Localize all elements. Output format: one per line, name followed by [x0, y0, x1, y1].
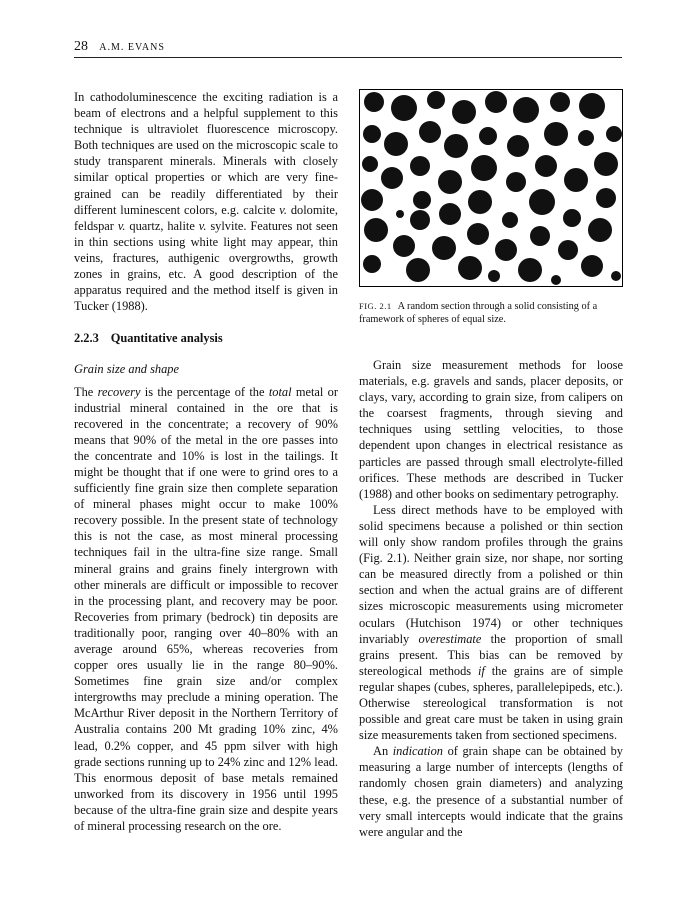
paragraph-measurement-methods: [359, 357, 623, 502]
sphere-profile: [578, 130, 594, 146]
section-title: Quantitative analysis: [110, 331, 223, 346]
sphere-profile: [544, 122, 568, 146]
sphere-profile: [513, 97, 539, 123]
sphere-profile: [384, 132, 408, 156]
sphere-profile: [596, 188, 616, 208]
sphere-profile: [579, 93, 605, 119]
sphere-profile: [471, 155, 497, 181]
figure-caption: [359, 300, 629, 326]
sphere-profile: [581, 255, 603, 277]
sphere-profile: [363, 125, 381, 143]
sphere-profile: [529, 189, 555, 215]
sphere-profile: [458, 256, 482, 280]
sphere-profile: [364, 92, 384, 112]
figure-spheres-section: [359, 89, 623, 287]
sphere-profile: [518, 258, 542, 282]
sphere-profile: [502, 212, 518, 228]
sphere-profile: [427, 91, 445, 109]
text-run: is the percentage of the: [140, 384, 269, 399]
sphere-profile: [488, 270, 500, 282]
right-column: [359, 357, 623, 840]
versus-italic: v.: [117, 218, 126, 233]
page-number: 28: [74, 39, 88, 54]
sphere-profile: [594, 152, 618, 176]
sphere-profile: [432, 236, 456, 260]
paragraph-less-direct-methods: [359, 502, 623, 743]
text-run: Grain size measurement methods for loose materials, e.g. gravels and sands, placer deposits, or clays, vary, according to grain size, from calipers on the coarsest fragments, through sieving and techniques using settling velocities, to those dependent upon changes in electrical resistance as particles are passed through small electrolyte-filled orifices. These methods are described in Tucker (1988) and other books on sedimentary petrography.: [359, 358, 623, 501]
sphere-profile: [391, 95, 417, 121]
sphere-profile: [468, 190, 492, 214]
text-run: sylvite. Features not seen in thin sections using white light may appear, thin veins, fractures, authigenic overgrowths, growth zones in grains, etc. A good description of the apparatus required and the method itself is given in Tucker (1988).: [74, 218, 338, 314]
text-run: quartz, halite: [125, 218, 199, 233]
sphere-profile: [452, 100, 476, 124]
text-run: The: [74, 384, 98, 399]
sphere-profile: [530, 226, 550, 246]
sphere-profile: [588, 218, 612, 242]
text-run: In cathodoluminescence the exciting radiation is a beam of electrons and a helpful supplement to this technique is ultraviolet fluorescence microscopy. Both techniques are used on the microscopic scale to study transparent minerals. Minerals with closely similar optical properties or which are very fine-grained can be readily differentiated by their different luminescent colors, e.g. calcite: [74, 90, 338, 217]
page-header: [74, 38, 634, 56]
text-run: the proportion of small grains present. This bias can be removed by stereological methods: [359, 631, 623, 678]
sphere-profile: [410, 210, 430, 230]
sphere-profile: [396, 210, 404, 218]
figure-label: FIG. 2.1: [359, 301, 392, 311]
subsection-heading: Grain size and shape: [74, 362, 179, 377]
text-run: Less direct methods have to be employed with solid specimens because a polished or thin section will only show random profiles through the grains (Fig. 2.1). Neither grain size, nor shape, nor sorting can be measured directly from a polished or thin section and when the actual grains are of different sizes microscopic measurements using micrometer oculars (Hutchison 1974) or other techniques invariably: [359, 502, 623, 646]
paragraph-grain-shape: [359, 743, 623, 840]
section-number: 2.2.3: [74, 331, 99, 346]
sphere-profile: [479, 127, 497, 145]
sphere-profile: [363, 255, 381, 273]
sphere-profile: [467, 223, 489, 245]
text-run: An: [373, 744, 393, 759]
header-rule: [74, 57, 622, 58]
versus-italic: v.: [198, 218, 207, 233]
italic-term: overestimate: [418, 631, 482, 646]
italic-term: recovery: [97, 384, 141, 399]
paragraph-cathodoluminescence: [74, 89, 338, 314]
italic-term: indication: [392, 744, 443, 759]
section-heading: [74, 330, 338, 346]
sphere-profile: [362, 156, 378, 172]
paragraph-recovery: [74, 384, 338, 835]
sphere-profile: [611, 271, 621, 281]
sphere-profile: [506, 172, 526, 192]
sphere-profile: [558, 240, 578, 260]
sphere-profile: [535, 155, 557, 177]
sphere-profile: [564, 168, 588, 192]
italic-term: if: [477, 663, 485, 678]
text-run: metal or industrial mineral contained in the ore that is recovered in the concentrate; a recovery of 90% means that 90% of the metal in the ore passes into the concentrate and 10% is lost in the tailings. It might be thought that if one were to grind ores to a sufficiently fine grain size then complete separation of mineral phases might occur to make 100% recovery possible. In the present state of technology this is not the case, as most mineral processing techniques fail in the ultra-fine size range. Small mineral grains and grains finely intergrown with other minerals are difficult or impossible to recover in the processing plant, and recovery may be poor. Recoveries from primary (bedrock) tin deposits are traditionally poor, ranging over 40–80% with an average around 65%, whereas recoveries from copper ores usually lie in the range 80–90%. Sometimes fine grain size and/or complex intergrowths may preclude a mining operation. The McArthur River deposit in the Northern Territory of Australia contains 200 Mt grading 10% zinc, 4% lead, 0.2% copper, and 45 ppm silver with high grade sections running up to 24% zinc and 12% lead. This enormous deposit of base metals remained unworked from its discovery in 1956 until 1995 because of the ultra-fine grain size and despite years of mineral processing research on the ore.: [74, 384, 338, 834]
sphere-profile: [419, 121, 441, 143]
sphere-profile: [507, 135, 529, 157]
text-run: dolomite, feldspar: [74, 202, 338, 233]
text-run: of grain shape can be obtained by measuring a large number of intercepts (lengths of randomly chosen grain diameters) and analyzing these, e.g. the presence of a substantial number of very small intercepts would indicate that the grains were angular and the: [359, 744, 623, 839]
sphere-profile: [410, 156, 430, 176]
sphere-profile: [438, 170, 462, 194]
italic-term: total: [268, 384, 292, 399]
sphere-profile: [381, 167, 403, 189]
running-head-author: A.M. EVANS: [99, 42, 165, 53]
sphere-profile: [495, 239, 517, 261]
sphere-profile: [364, 218, 388, 242]
sphere-profile: [606, 126, 622, 142]
sphere-profile: [551, 275, 561, 285]
left-column: [74, 89, 338, 834]
spheres-illustration: [360, 90, 622, 286]
sphere-profile: [439, 203, 461, 225]
sphere-profile: [444, 134, 468, 158]
sphere-profile: [361, 189, 383, 211]
versus-italic: v.: [279, 202, 287, 217]
text-run: the grains are of simple regular shapes (cubes, spheres, parallelepipeds, etc.). Otherwise stereological transformation is not possible and great care must be taken in using grain size measurements taken from sectioned specimens.: [359, 663, 623, 743]
sphere-profile: [550, 92, 570, 112]
sphere-profile: [485, 91, 507, 113]
sphere-profile: [406, 258, 430, 282]
sphere-profile: [413, 191, 431, 209]
sphere-profile: [393, 235, 415, 257]
sphere-profile: [563, 209, 581, 227]
caption-text: A random section through a solid consisting of a framework of spheres of equal size.: [359, 301, 598, 325]
